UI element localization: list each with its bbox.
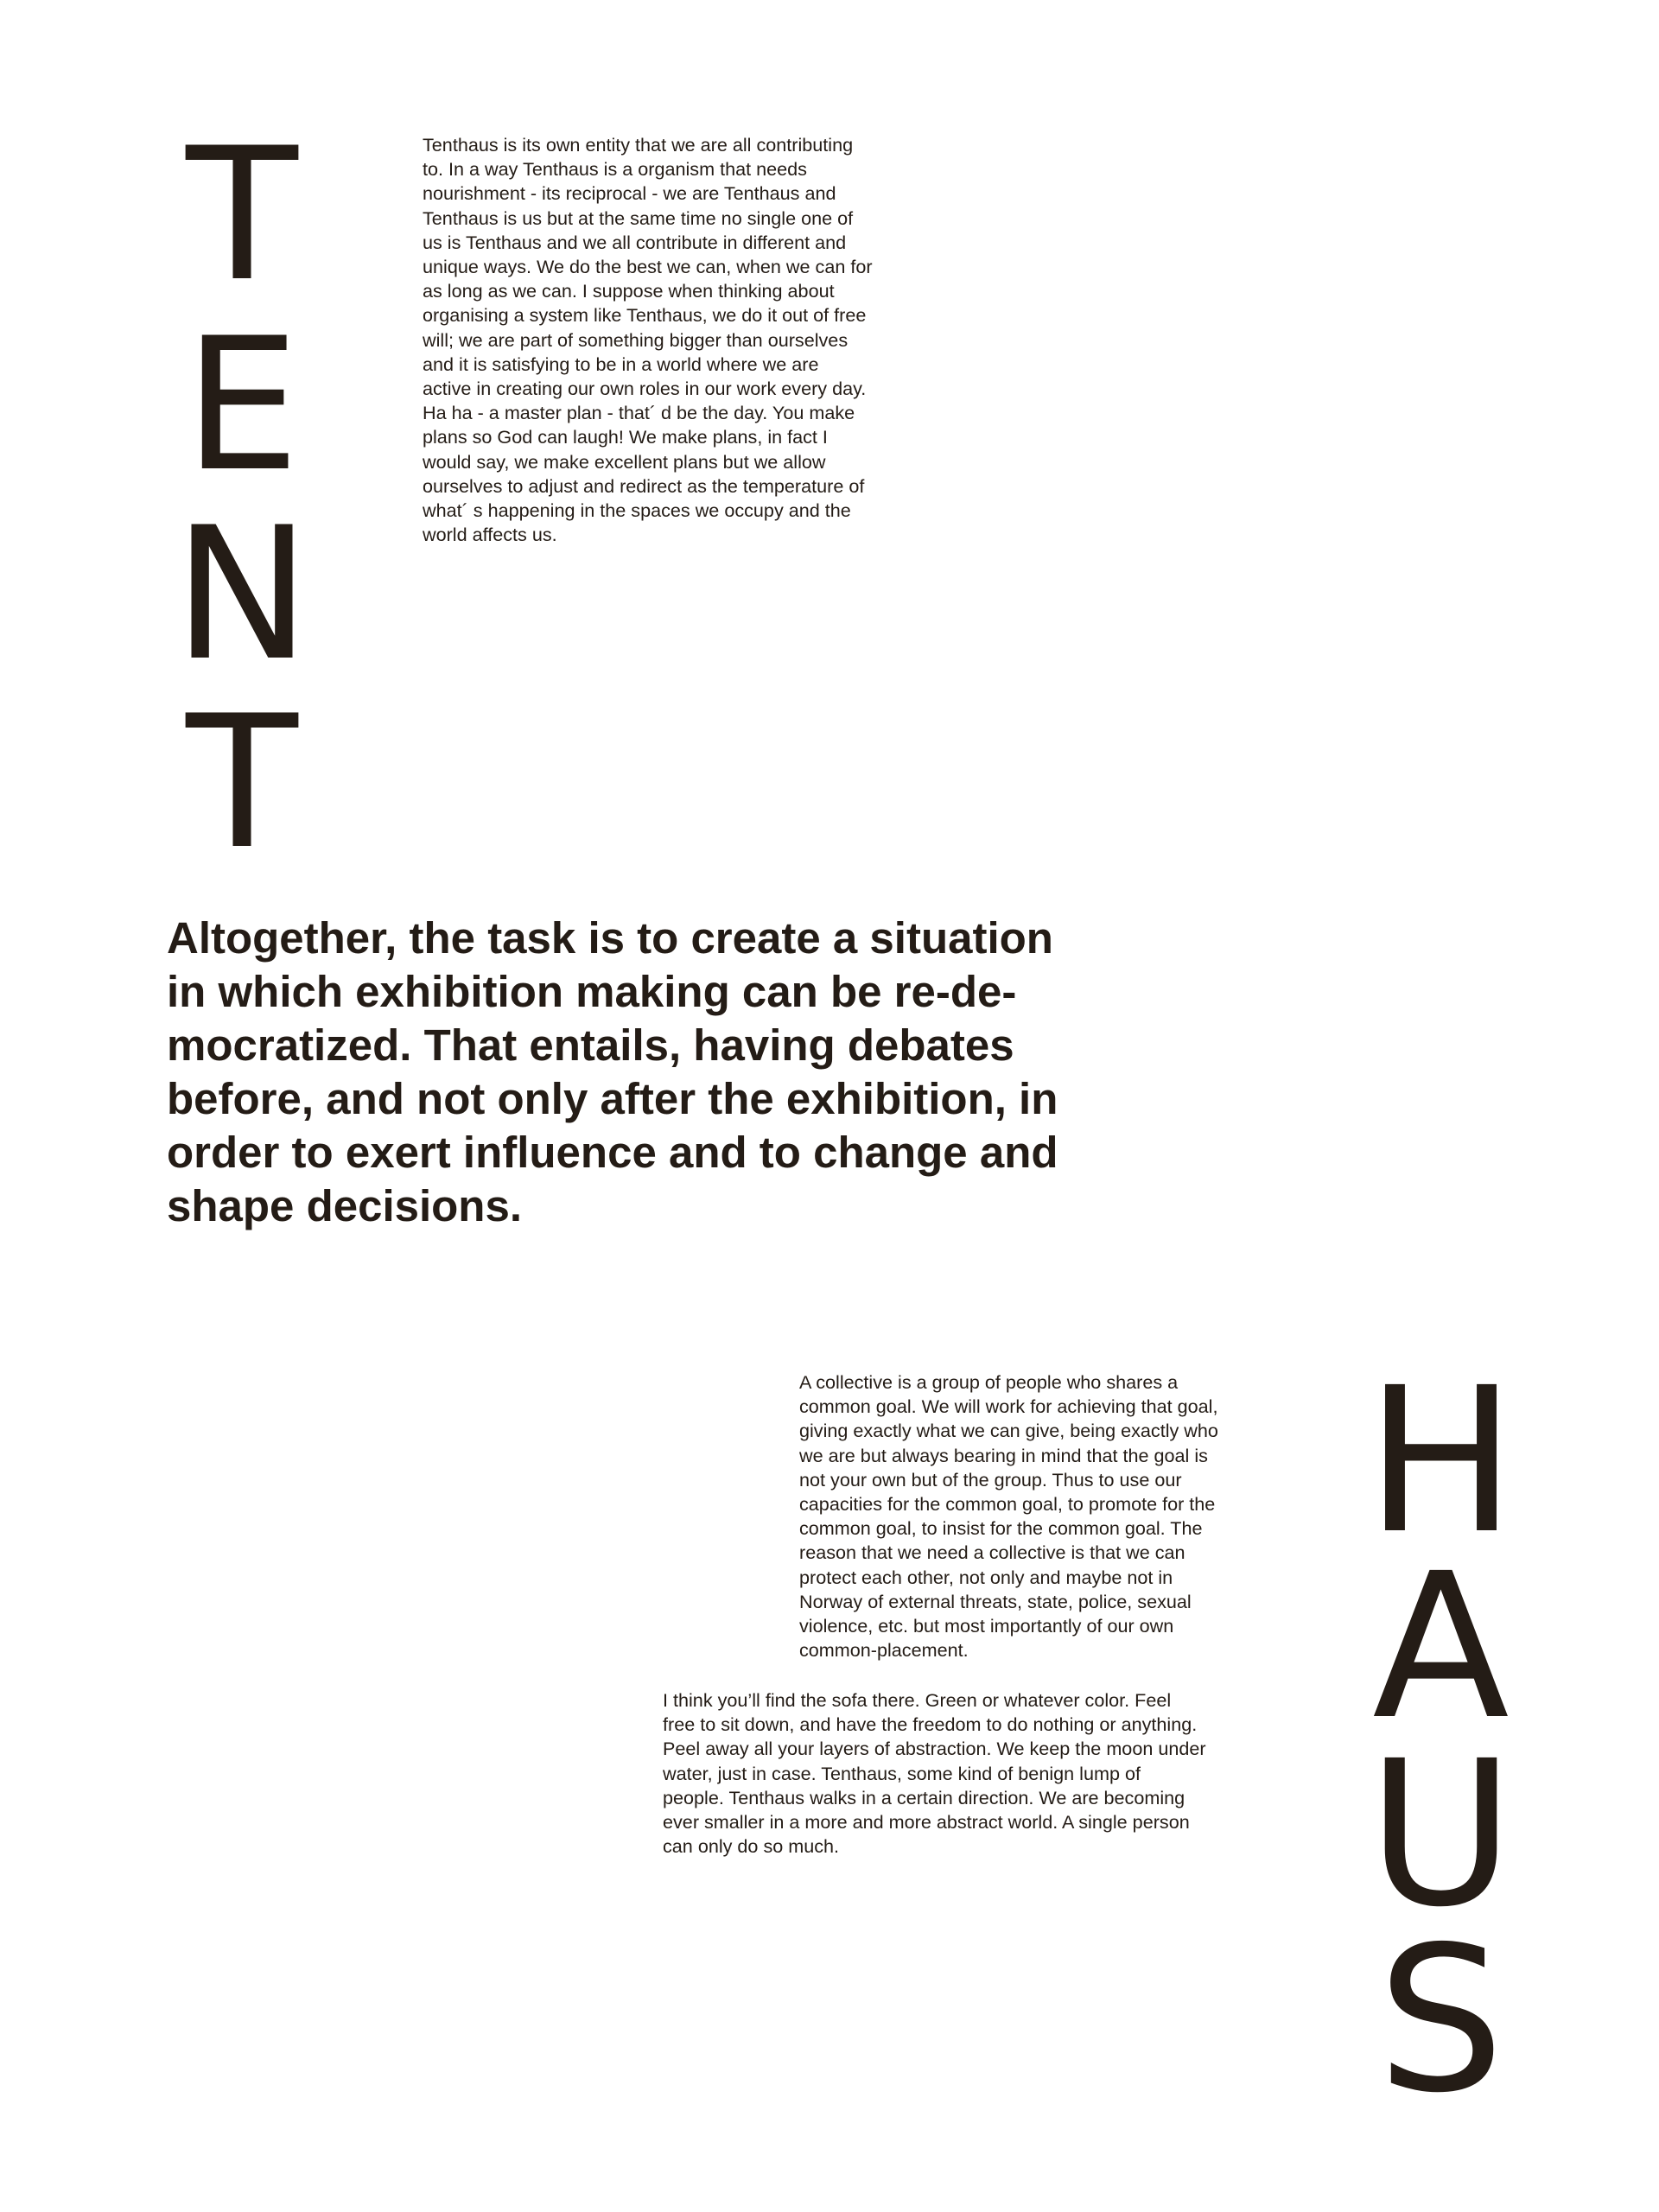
statement-line: Altogether, the task is to create a situation <box>167 913 1053 963</box>
collective-line: common-placement. <box>799 1639 969 1662</box>
sofa-line: water, just in case. Tenthaus, some kind of benign lump of <box>663 1762 1141 1784</box>
collective-line: protect each other, not only and maybe not in <box>799 1566 1173 1588</box>
sofa-line: people. Tenthaus walks in a certain direction. We are becoming <box>663 1786 1185 1808</box>
intro-line: Ha ha - a master plan - that´ d be the day. You make <box>423 402 855 424</box>
statement-quote <box>167 912 1316 1233</box>
sofa-line: ever smaller in a more and more abstract world. A single person <box>663 1811 1190 1834</box>
intro-line: would say, we make excellent plans but we allow <box>423 450 826 473</box>
statement-line: order to exert influence and to change and <box>167 1128 1058 1177</box>
intro-line: plans so God can laugh! We make plans, in fact I <box>423 426 828 448</box>
intro-line: world affects us. <box>423 524 557 546</box>
sofa-paragraph <box>663 1688 1268 1859</box>
title-tent-letter-n: N <box>173 487 311 701</box>
intro-line: will; we are part of something bigger than ourselves <box>423 328 849 351</box>
title-tent-letter-e: E <box>184 298 300 512</box>
intro-line: ourselves to adjust and redirect as the temperature of <box>423 474 865 497</box>
collective-line: giving exactly what we can give, being exactly who <box>799 1420 1218 1442</box>
collective-line: violence, etc. but most importantly of our own <box>799 1615 1174 1637</box>
collective-paragraph <box>799 1370 1283 1662</box>
statement-line: before, and not only after the exhibition, in <box>167 1074 1058 1123</box>
intro-line: active in creating our own roles in our work every day. <box>423 378 867 400</box>
intro-line: to. In a way Tenthaus is a organism that needs <box>423 158 807 181</box>
intro-line: Tenthaus is its own entity that we are all contributing <box>423 134 854 156</box>
collective-line: Norway of external threats, state, police, sexual <box>799 1590 1192 1612</box>
intro-line: organising a system like Tenthaus, we do it out of free <box>423 304 867 327</box>
title-tent-letter-t2: T <box>186 676 298 889</box>
collective-line: capacities for the common goal, to promote for the <box>799 1493 1216 1516</box>
intro-line: Tenthaus is us but at the same time no single one of <box>423 207 854 229</box>
intro-line: and it is satisfying to be in a world where we are <box>423 353 819 375</box>
statement-line: shape decisions. <box>167 1181 522 1230</box>
sofa-line: free to sit down, and have the freedom to do nothing or anything. <box>663 1713 1198 1736</box>
collective-line: common goal, to insist for the common goal. The <box>799 1517 1203 1540</box>
collective-line: we are but always bearing in mind that the goal is <box>799 1444 1208 1466</box>
collective-line: not your own but of the group. Thus to use our <box>799 1468 1182 1491</box>
sofa-line: Peel away all your layers of abstraction. We keep the moon under <box>663 1738 1206 1760</box>
intro-paragraph <box>423 133 924 547</box>
title-tent-letter-t1: T <box>186 108 298 321</box>
title-haus-letter-a: A <box>1372 1530 1510 1764</box>
intro-line: nourishment - its reciprocal - we are Tenthaus and <box>423 182 836 205</box>
title-haus-letter-s: S <box>1376 1904 1505 2137</box>
statement-line: in which exhibition making can be re-de- <box>167 967 1017 1016</box>
title-haus-letter-h: H <box>1365 1344 1516 1578</box>
collective-line: common goal. We will work for achieving that goal, <box>799 1395 1218 1418</box>
intro-line: as long as we can. I suppose when thinking about <box>423 280 835 302</box>
collective-line: A collective is a group of people who shares a <box>799 1371 1179 1393</box>
statement-line: mocratized. That entails, having debates <box>167 1020 1014 1070</box>
intro-line: unique ways. We do the best we can, when we can for <box>423 256 873 278</box>
title-haus-letter-u: U <box>1367 1718 1515 1951</box>
intro-line: what´ s happening in the spaces we occupy and the <box>423 499 851 522</box>
intro-line: us is Tenthaus and we all contribute in different and <box>423 231 847 253</box>
collective-line: reason that we need a collective is that we can <box>799 1541 1185 1564</box>
sofa-line: can only do so much. <box>663 1835 840 1858</box>
sofa-line: I think you’ll find the sofa there. Green or whatever color. Feel <box>663 1689 1172 1711</box>
